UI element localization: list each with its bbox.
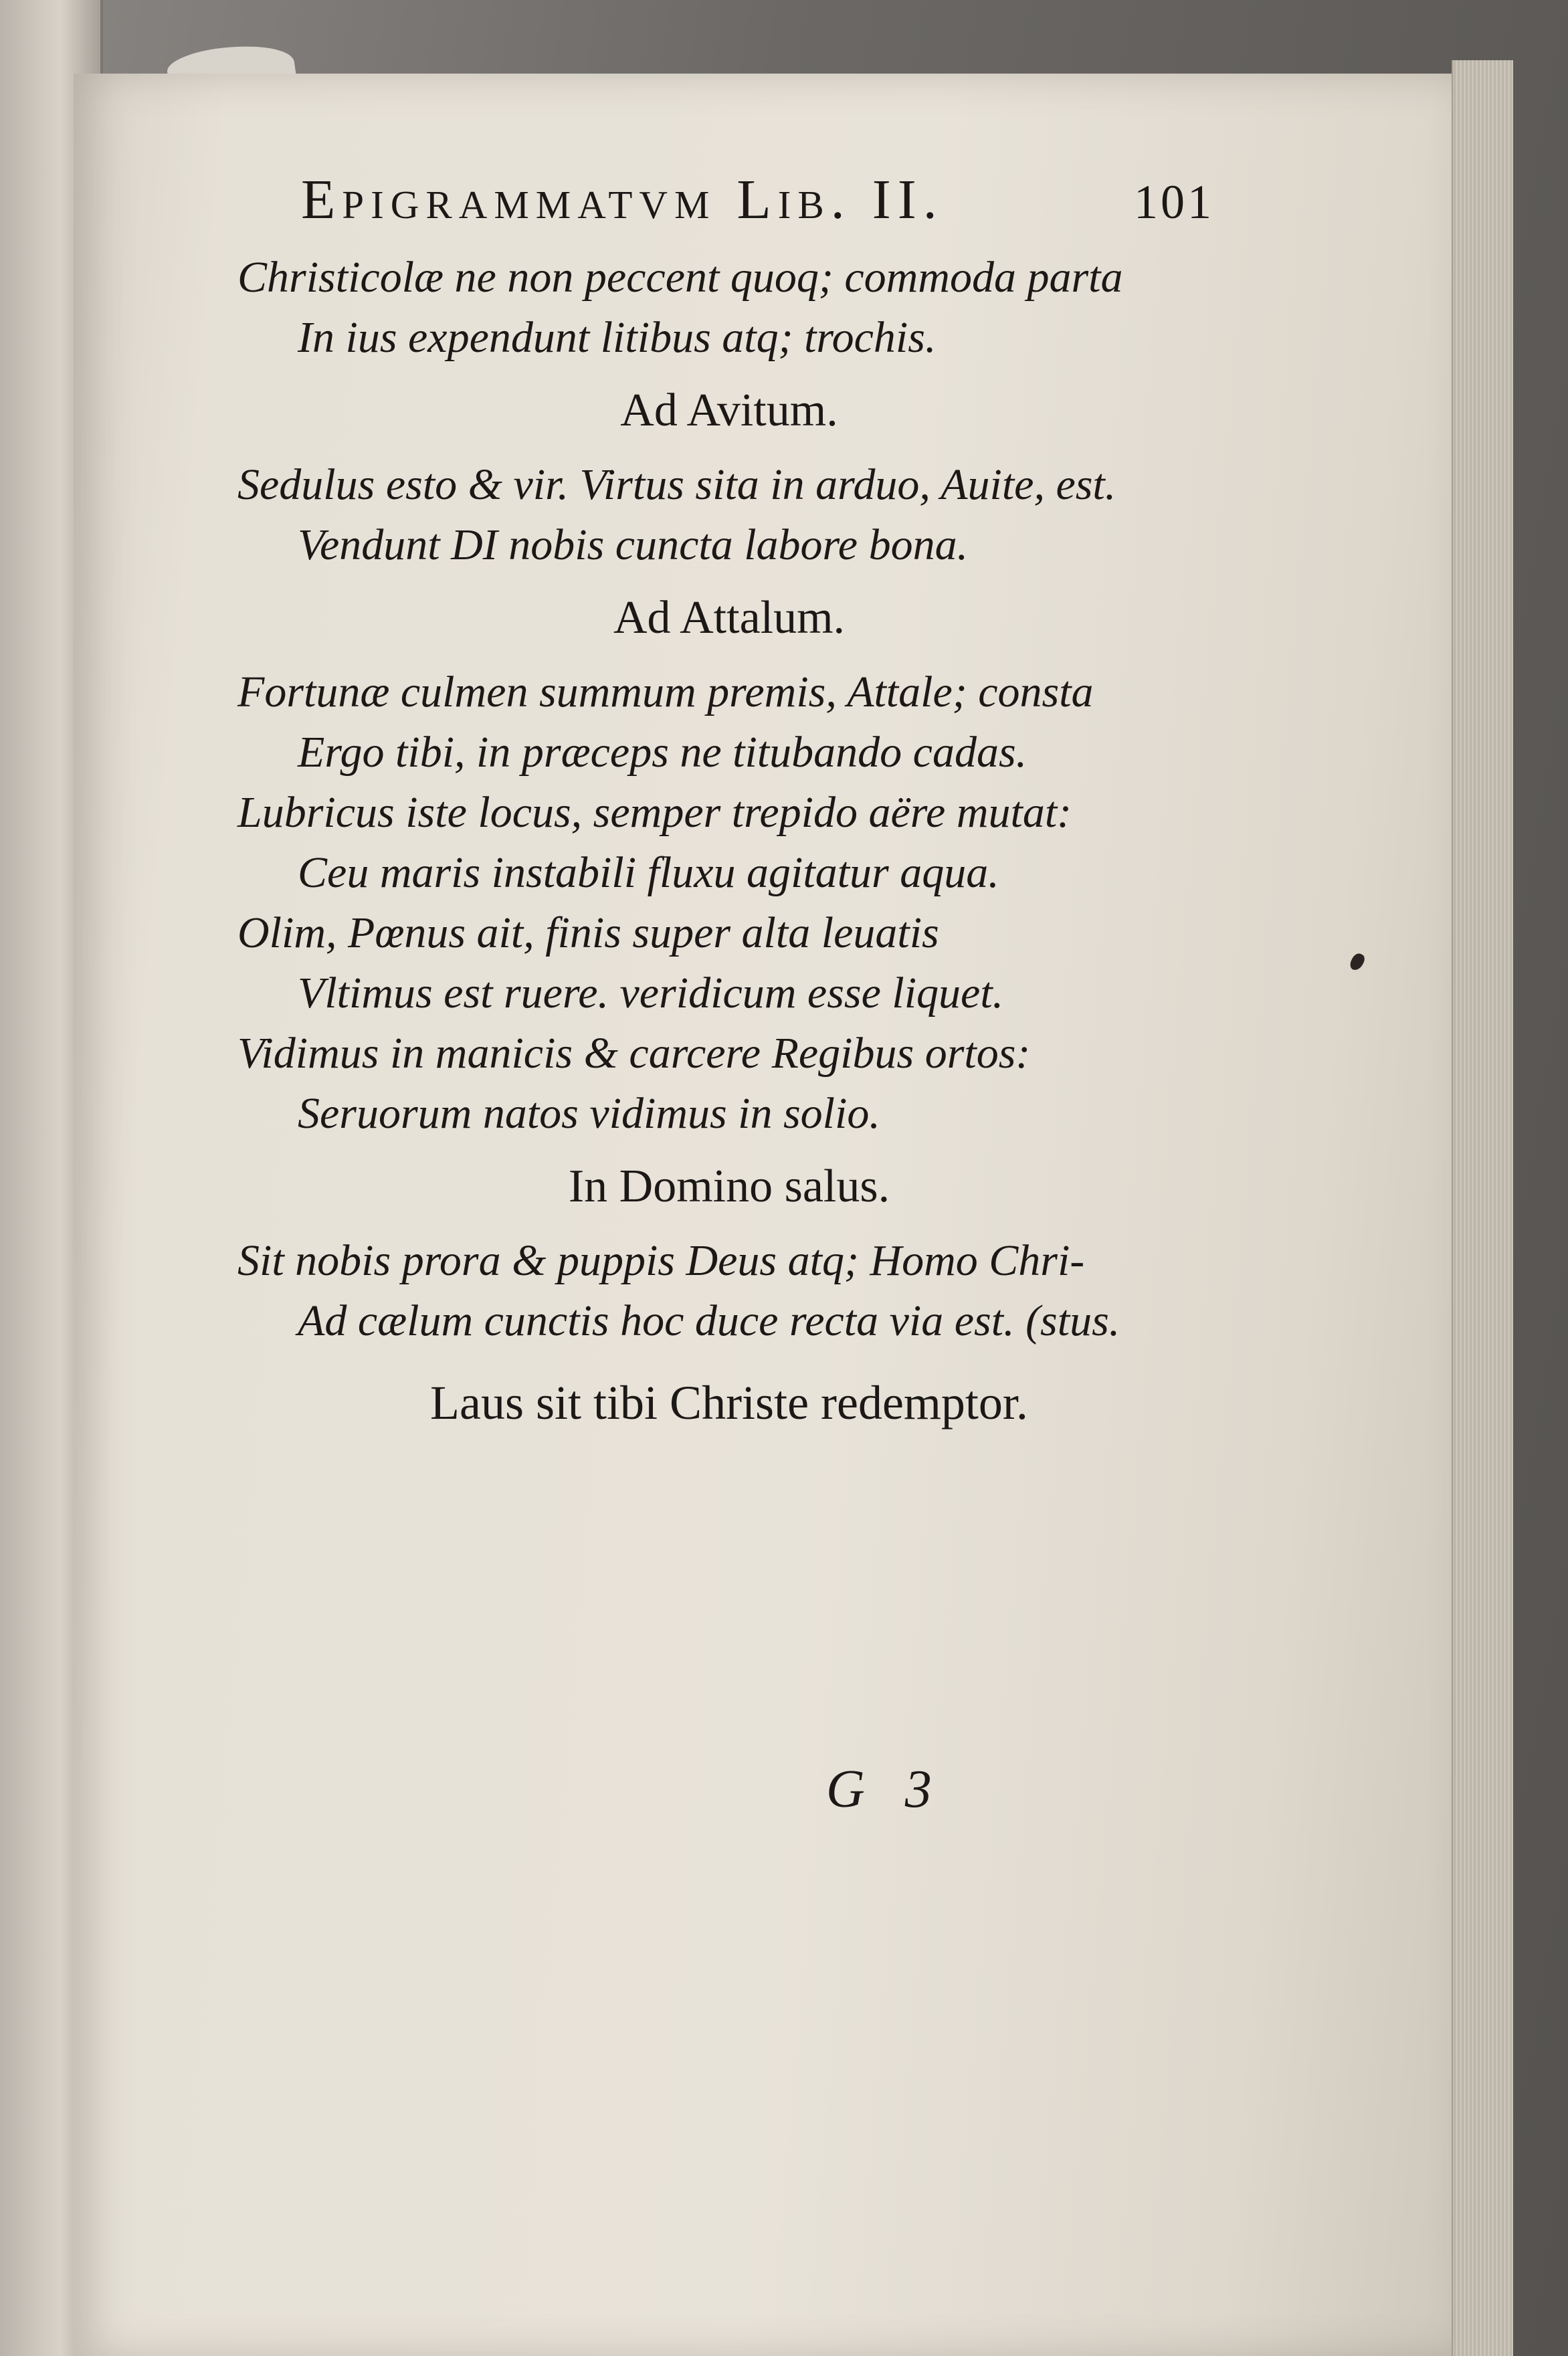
verse-line: In ius expendunt litibus atq; trochis. bbox=[298, 313, 937, 362]
verse-line: Lubricus iste locus, semper trepido aëre mutat: bbox=[237, 788, 1072, 837]
verse-line: Ergo tibi, in præceps ne titubando cadas. bbox=[298, 728, 1027, 777]
verse-line: Fortunæ culmen summum premis, Attale; consta bbox=[237, 668, 1094, 716]
running-head bbox=[237, 167, 1221, 248]
signature-mark: G 3 bbox=[826, 1760, 932, 1819]
epigram-heading: Ad Attalum. bbox=[613, 592, 846, 644]
verse-line: Vidimus in manicis & carcere Regibus ortos: bbox=[237, 1029, 1031, 1078]
verse-line: Seruorum natos vidimus in solio. bbox=[298, 1089, 880, 1138]
running-title: Epigrammatvm Lib. II. bbox=[301, 169, 944, 231]
closing-line: Laus sit tibi Christe redemptor. bbox=[430, 1376, 1028, 1430]
text-block bbox=[237, 167, 1221, 1440]
verse-line: Vltimus est ruere. veridicum esse liquet. bbox=[298, 969, 1004, 1017]
verse-line: Sedulus esto & vir. Virtus sita in arduo, Auite, est. bbox=[237, 460, 1116, 509]
page-edges bbox=[1452, 60, 1513, 2356]
page-number: 101 bbox=[1134, 175, 1214, 229]
verse-line: Ceu maris instabili fluxu agitatur aqua. bbox=[298, 848, 999, 897]
epigram-heading: In Domino salus. bbox=[568, 1161, 890, 1212]
epigram-heading: Ad Avitum. bbox=[620, 385, 838, 436]
verse-line: Ad cælum cunctis hoc duce recta via est. (stus. bbox=[298, 1296, 1120, 1345]
verse-line: Olim, Pœnus ait, finis super alta leuatis bbox=[237, 908, 939, 957]
verse-line: Sit nobis prora & puppis Deus atq; Homo Chri- bbox=[237, 1236, 1085, 1285]
verse-line: Christicolæ ne non peccent quoq; commoda parta bbox=[237, 253, 1123, 302]
verse-line: Vendunt DI nobis cuncta labore bona. bbox=[298, 520, 969, 569]
